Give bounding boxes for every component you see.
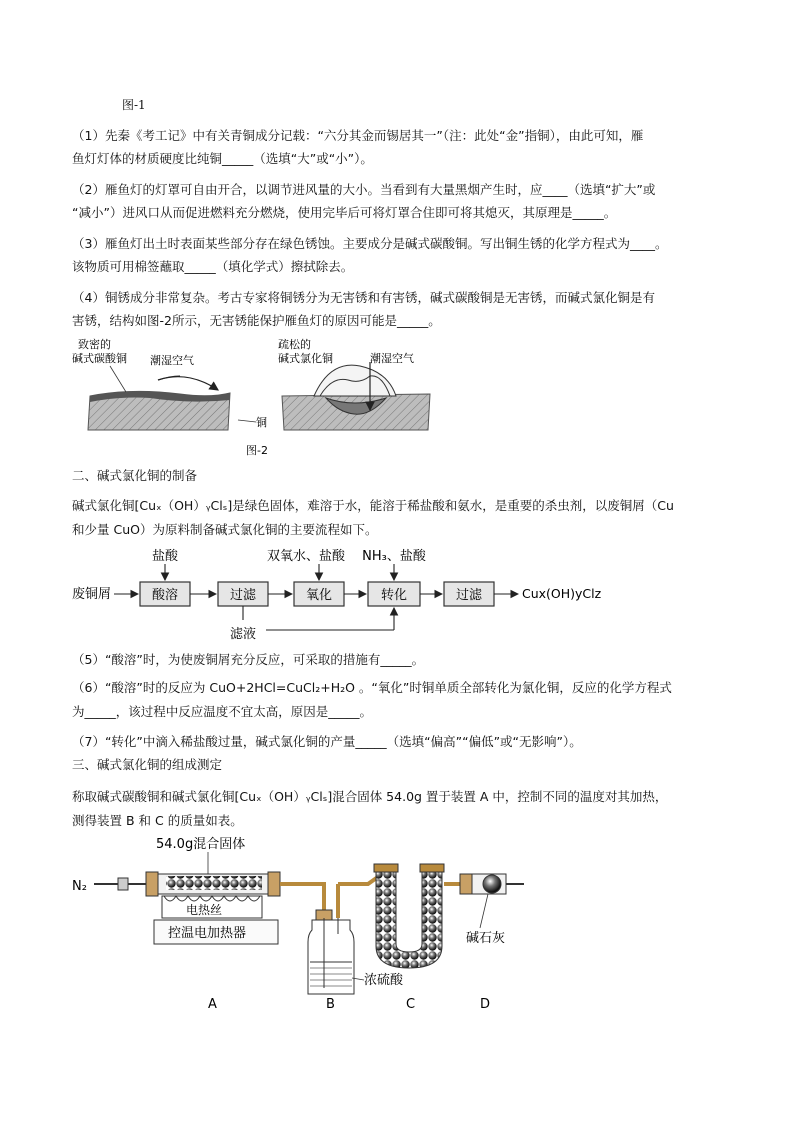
pipe-b-c: [338, 874, 382, 884]
figure-2-caption: 图-2: [246, 444, 268, 457]
label-c: C: [406, 997, 416, 1012]
label-dense-2: 碱式碳酸铜: [72, 352, 127, 365]
question-2-line-1: （2）雁鱼灯的灯罩可自由开合，以调节进风量的大小。当看到有大量黑烟产生时，应____（选填“扩大”或: [72, 182, 656, 197]
label-humid-air-left: 潮湿空气: [150, 354, 194, 367]
label-dense-1: 致密的: [78, 338, 111, 351]
flow-filtrate: 滤液: [229, 627, 257, 642]
flow-reagent-hcl: 盐酸: [151, 549, 179, 564]
flow-box-filter-1-label: 过滤: [229, 588, 257, 603]
label-a: A: [208, 997, 217, 1012]
soda-lime-label: 碱石灰: [466, 931, 506, 946]
section-3-intro-line-1: 称取碱式碳酸铜和碱式氯化铜[Cuₓ（OH）ᵧClₛ]混合固体 54.0g 置于装置 A 中，控制不同的温度对其加热，: [72, 789, 668, 804]
section-3-title: 三、碱式氯化铜的组成测定: [72, 757, 223, 772]
bottle-b: [308, 920, 354, 994]
label-loose-2: 碱式氯化铜: [278, 352, 333, 365]
label-b: B: [326, 997, 335, 1012]
question-4-line-1: （4）铜锈成分非常复杂。考古专家将铜锈分为无害锈和有害锈，碱式碳酸铜是无害锈，而碱式氯化铜是有: [72, 290, 655, 305]
stopper-right: [268, 872, 280, 896]
label-humid-air-right: 潮湿空气: [370, 352, 414, 365]
process-flow-diagram: [70, 544, 630, 644]
question-1-line-1: （1）先秦《考工记》中有关青铜成分记载：“六分其金而锡居其一”（注：此处“金”指铜），由此可知，雁: [72, 128, 644, 143]
stopper-left: [146, 872, 158, 896]
question-4-line-2: 害锈，结构如图-2所示，无害锈能保护雁鱼灯的原因可能是_____。: [72, 313, 441, 328]
u-tube-c: [376, 872, 442, 968]
flow-box-filter-2-label: 过滤: [455, 588, 483, 603]
apparatus-diagram: [68, 834, 538, 1014]
label-loose-1: 疏松的: [278, 338, 311, 351]
figure-2-corrosion-diagram: [70, 336, 450, 460]
question-5: （5）“酸溶”时，为使废铜屑充分反应，可采取的措施有_____。: [72, 652, 425, 667]
question-2-line-2: “减小”）进风口从而促进燃料充分燃烧，使用完毕后可将灯罩合住即可将其熄灭，其原理是_____。: [72, 205, 617, 220]
flow-box-convert-label: 转化: [380, 588, 408, 603]
gas-n2-label: N₂: [72, 879, 87, 894]
valve-icon: [118, 878, 128, 890]
flow-box-oxidize-label: 氧化: [305, 588, 333, 603]
question-6-line-1: （6）“酸溶”时的反应为 CuO+2HCl=CuCl₂+H₂O 。“氧化”时铜单质全部转化为氯化铜，反应的化学方程式: [72, 680, 672, 695]
question-3-line-1: （3）雁鱼灯出土时表面某些部分存在绿色锈蚀。主要成分是碱式碳酸铜。写出铜生锈的化学方程式为____。: [72, 236, 668, 251]
flow-box-acid-dissolve-label: 酸溶: [151, 588, 179, 603]
question-1-line-2: 鱼灯灯体的材质硬度比纯铜_____（选填“大”或“小”）。: [72, 151, 373, 166]
question-3-line-2: 该物质可用棉签蘸取_____（填化学式）擦拭除去。: [72, 259, 354, 274]
heating-wire-label: 电热丝: [186, 903, 223, 917]
label-copper: 铜: [256, 416, 267, 429]
mixed-solid-sample: [166, 876, 262, 890]
label-d: D: [480, 997, 491, 1012]
section-3-intro-line-2: 测得装置 B 和 C 的质量如表。: [72, 813, 243, 828]
section-2-intro-line-1: 碱式氯化铜[Cuₓ（OH）ᵧClₛ]是绿色固体，难溶于水，能溶于稀盐酸和氨水，是重要的杀虫剂，以废铜屑（Cu: [72, 498, 674, 513]
section-2-intro-line-2: 和少量 CuO）为原料制备碱式氯化铜的主要流程如下。: [72, 522, 378, 537]
flow-reagent-nh3-hcl: NH₃、盐酸: [362, 549, 426, 564]
section-2-title: 二、碱式氯化铜的制备: [72, 468, 198, 483]
conc-sulfuric-acid-label: 浓硫酸: [364, 973, 404, 988]
question-7: （7）“转化”中滴入稀盐酸过量，碱式氯化铜的产量_____（选填“偏高”“偏低”或“无影响”）。: [72, 734, 582, 749]
loose-rust-layer: [314, 365, 396, 396]
flow-reagent-h2o2-hcl: 双氧水、盐酸: [266, 549, 346, 564]
flow-start-scrap-copper: 废铜屑: [72, 587, 112, 602]
figure-1-label: 图-1: [122, 98, 146, 112]
flow-product: Cux(OH)yClz: [522, 586, 602, 601]
question-6-line-2: 为_____，该过程中反应温度不宜太高，原因是_____。: [72, 704, 373, 719]
heater-label: 控温电加热器: [168, 926, 247, 941]
sample-label: 54.0g混合固体: [156, 837, 246, 852]
